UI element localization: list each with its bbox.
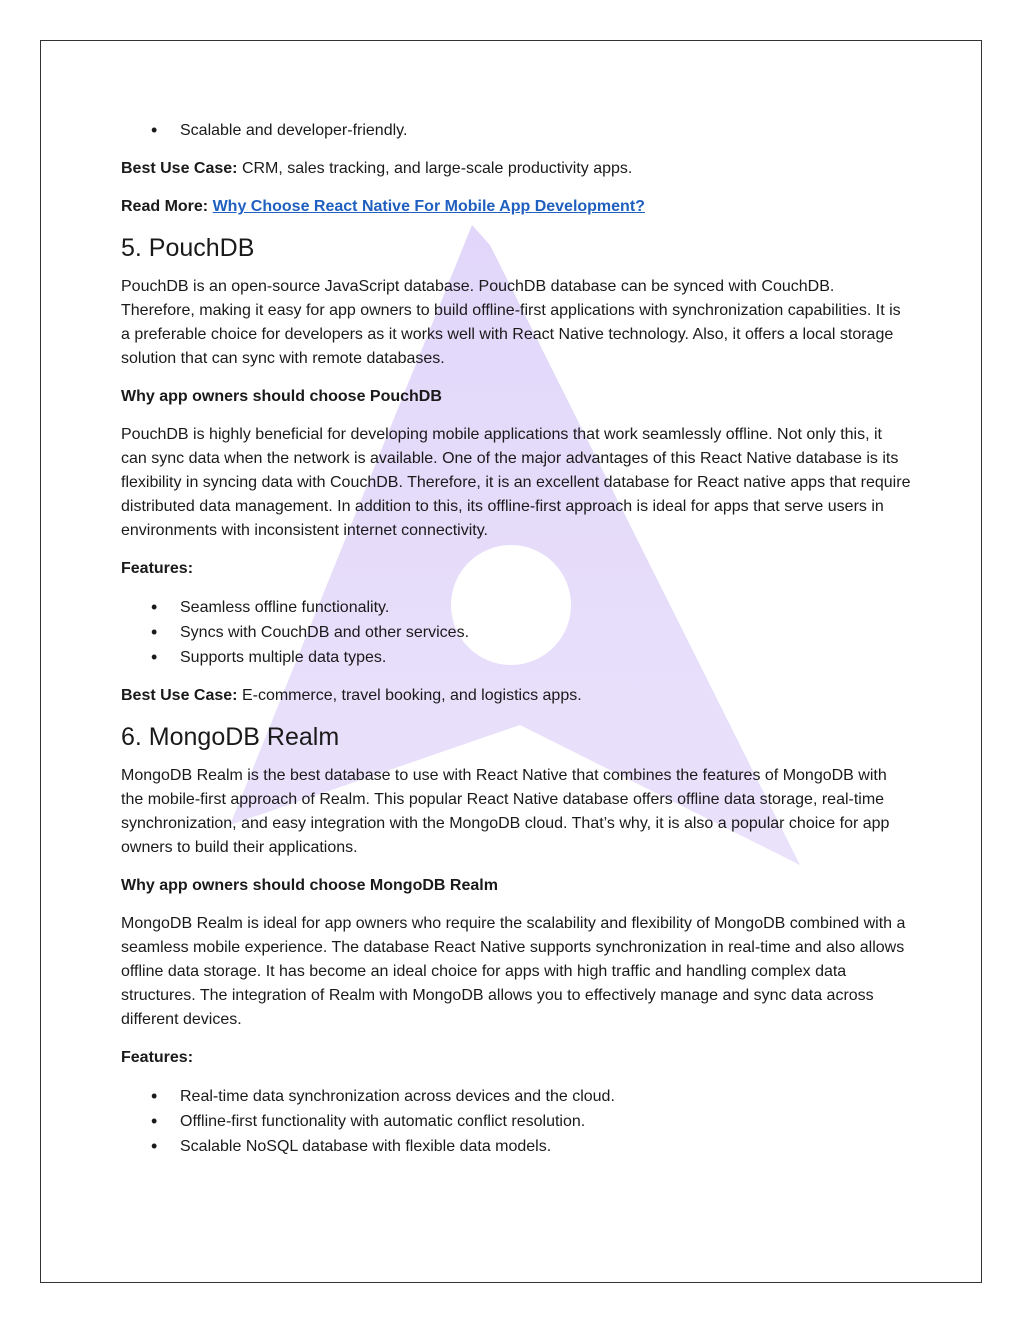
list-item: • Syncs with CouchDB and other services. (121, 620, 911, 645)
section-heading-pouchdb: 5. PouchDB (121, 234, 255, 262)
section-heading-mongodb-realm: 6. MongoDB Realm (121, 723, 340, 751)
best-use-text: E-commerce, travel booking, and logistics apps. (237, 687, 582, 704)
realm-features-list (121, 1084, 911, 1159)
realm-why-text: MongoDB Realm is ideal for app owners who require the scalability and flexibility of MongoDB combined with a seamless mobile experience. The database React Native supports synchronization in real-time and also allows offline data storage. It has become an ideal choice for apps with high traffic and handling complex data structures. The integration of Realm with MongoDB allows you to effectively manage and sync data across different devices. (121, 915, 906, 1028)
intro-bullet-list (121, 118, 911, 143)
read-more (121, 195, 911, 219)
realm-features-label: Features: (121, 1049, 194, 1066)
pouchdb-intro: PouchDB is an open-source JavaScript database. PouchDB database can be synced with CouchDB. Therefore, making it easy for app owners to build offline-first applications with synchronization capabilities. It is a preferable choice for developers as it works well with React Native technology. Also, it offers a local storage solution that can sync with remote databases. (121, 278, 901, 367)
realm-intro: MongoDB Realm is the best database to use with React Native that combines the features of MongoDB with the mobile-first approach of Realm. This popular React Native database offers offline data storage, real-time synchronization, and easy integration with the MongoDB cloud. That’s why, it is also a popular choice for app owners to build their applications. (121, 767, 890, 856)
list-item: • Scalable and developer-friendly. (121, 118, 911, 143)
pouchdb-features-list (121, 595, 911, 670)
list-item: • Seamless offline functionality. (121, 595, 911, 620)
read-more-label: Read More: (121, 198, 209, 215)
pouchdb-best-use (121, 684, 911, 708)
read-more-link[interactable]: Why Choose React Native For Mobile App Development? (212, 198, 645, 215)
list-item: • Scalable NoSQL database with flexible data models. (121, 1134, 911, 1159)
document-body (121, 118, 911, 1173)
list-item: • Real-time data synchronization across devices and the cloud. (121, 1084, 911, 1109)
best-use-label: Best Use Case: (121, 687, 238, 704)
list-item: • Supports multiple data types. (121, 645, 911, 670)
realm-why-heading: Why app owners should choose MongoDB Realm (121, 877, 498, 894)
list-item: • Offline-first functionality with automatic conflict resolution. (121, 1109, 911, 1134)
pouchdb-why-heading: Why app owners should choose PouchDB (121, 388, 442, 405)
pouchdb-why-text: PouchDB is highly beneficial for developing mobile applications that work seamlessly offline. Not only this, it can sync data when the network is available. One of the major advantages of this React Native database is its flexibility in syncing data with CouchDB. Therefore, it is an excellent database for React native apps that require distributed data management. In addition to this, its offline-first approach is ideal for apps that serve users in environments with inconsistent internet connectivity. (121, 426, 911, 539)
best-use-text: CRM, sales tracking, and large-scale productivity apps. (237, 160, 633, 177)
pouchdb-features-label: Features: (121, 560, 194, 577)
best-use-case-crm (121, 157, 911, 181)
best-use-label: Best Use Case: (121, 160, 238, 177)
